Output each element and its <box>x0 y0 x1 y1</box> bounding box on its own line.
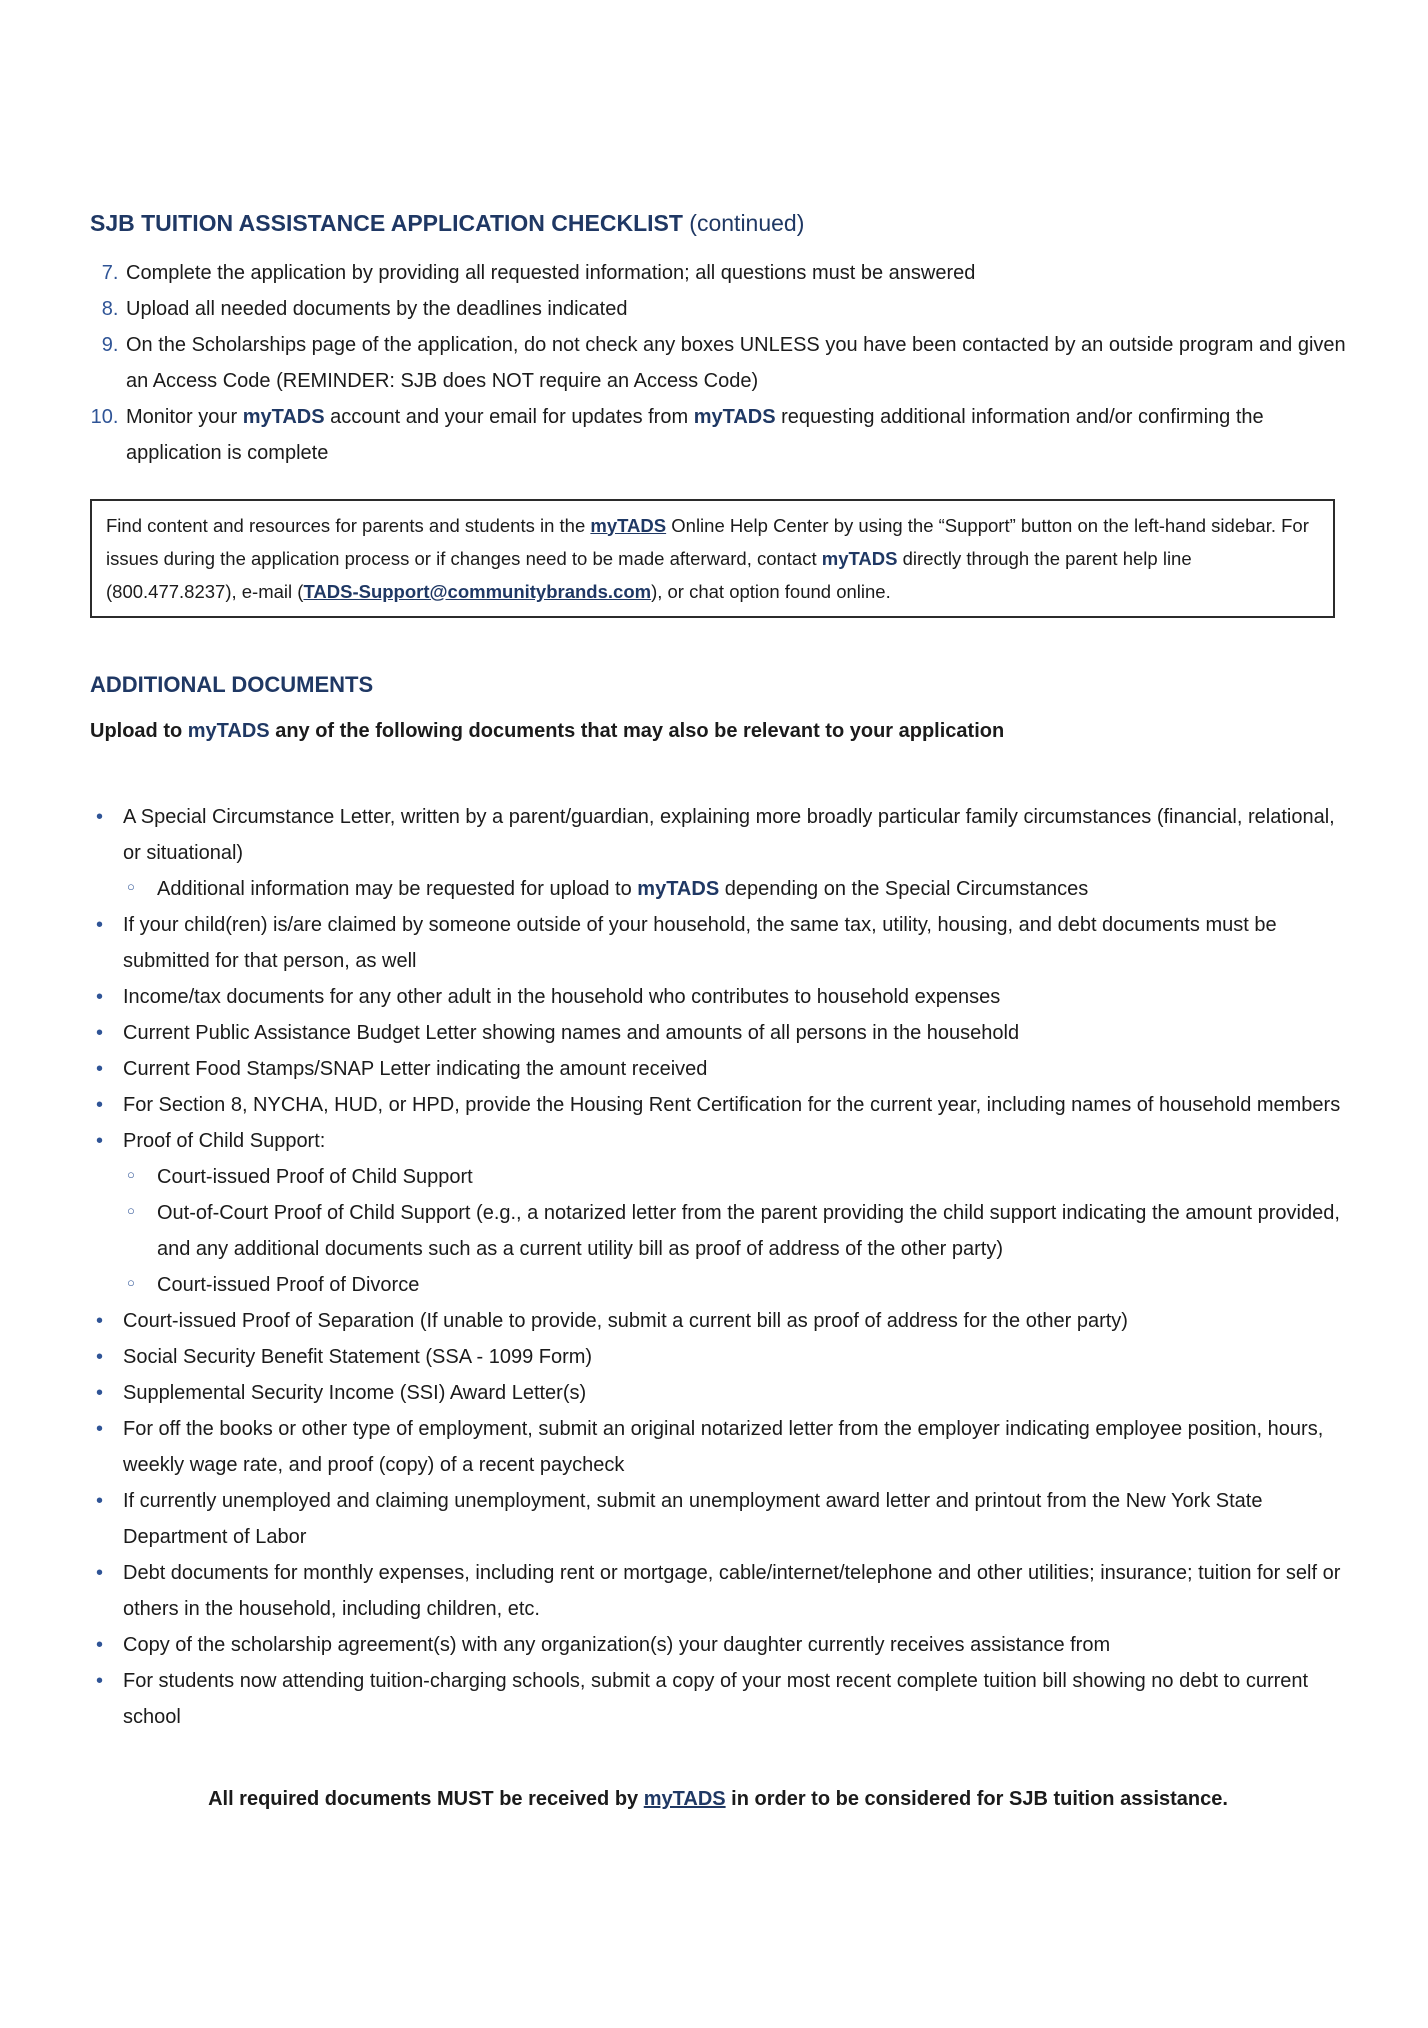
text-run: Copy of the scholarship agreement(s) with any organization(s) your daughter currently receives assistance from <box>123 1633 1111 1656</box>
text-run: depending on the Special Circumstances <box>719 877 1089 900</box>
mytads-brand: myTADS <box>187 719 270 742</box>
support-note-box <box>90 499 1335 618</box>
text-run: Upload to <box>90 719 188 742</box>
bullet-item <box>90 1555 1346 1627</box>
text-run: Court-issued Proof of Separation (If unable to provide, submit a current bill as proof of address for the other party) <box>123 1309 1128 1332</box>
additional-documents-heading: ADDITIONAL DOCUMENTS <box>90 671 374 697</box>
checklist-item <box>124 291 1346 327</box>
bullet-item <box>90 907 1346 979</box>
additional-documents-list <box>90 799 1346 1735</box>
bullet-item <box>90 1051 1346 1087</box>
bullet-item <box>90 1123 1346 1159</box>
text-run: Debt documents for monthly expenses, including rent or mortgage, cable/internet/telephone and other utilities; insurance; tuition for self or others in the household, including children, etc. <box>123 1561 1341 1620</box>
text-run: For off the books or other type of employment, submit an original notarized letter from the employer indicating employee position, hours, weekly wage rate, and proof (copy) of a recent paycheck <box>123 1417 1324 1476</box>
bullet-item <box>90 1483 1346 1555</box>
text-run: If currently unemployed and claiming unemployment, submit an unemployment award letter and printout from the New York State Department of Labor <box>123 1489 1263 1548</box>
checklist-numbered-list <box>90 255 1346 471</box>
page-title <box>90 206 1346 241</box>
mytads-brand: myTADS <box>242 405 325 428</box>
text-run: Upload all needed documents by the deadlines indicated <box>126 297 628 320</box>
mytads-brand: myTADS <box>693 405 776 428</box>
sub-bullet-item <box>90 1267 1346 1303</box>
text-run: in order to be considered for SJB tuition assistance. <box>725 1787 1228 1810</box>
text-run: If your child(ren) is/are claimed by someone outside of your household, the same tax, utility, housing, and debt documents must be submitted for that person, as well <box>123 913 1277 972</box>
text-run: Proof of Child Support: <box>123 1129 326 1152</box>
bullet-item <box>90 1303 1346 1339</box>
text-run: Supplemental Security Income (SSI) Award Letter(s) <box>123 1381 587 1404</box>
text-run: A Special Circumstance Letter, written by a parent/guardian, explaining more broadly particular family circumstances (financial, relational, or situational) <box>123 805 1335 864</box>
mytads-link[interactable]: myTADS <box>643 1787 726 1810</box>
text-run: Additional information may be requested for upload to <box>157 877 638 900</box>
text-run: Court-issued Proof of Divorce <box>157 1273 420 1296</box>
sub-bullet-item <box>90 1159 1346 1195</box>
text-run: On the Scholarships page of the application, do not check any boxes UNLESS you have been contacted by an outside program and given an Access Code (REMINDER: SJB does NOT require an Access Code) <box>126 333 1346 392</box>
text-run: Court-issued Proof of Child Support <box>157 1165 473 1188</box>
text-run: Income/tax documents for any other adult in the household who contributes to household expenses <box>123 985 1001 1008</box>
bullet-item <box>90 799 1346 871</box>
checklist-item <box>124 255 1346 291</box>
footer-required-note <box>90 1781 1346 1817</box>
mytads-brand: myTADS <box>637 877 720 900</box>
bullet-item <box>90 1663 1346 1735</box>
bullet-item <box>90 1087 1346 1123</box>
text-run: For Section 8, NYCHA, HUD, or HPD, provide the Housing Rent Certification for the current year, including names of household members <box>123 1093 1341 1116</box>
text-run: Current Food Stamps/SNAP Letter indicating the amount received <box>123 1057 708 1080</box>
text-run: any of the following documents that may also be relevant to your application <box>269 719 1005 742</box>
checklist-item <box>124 327 1346 399</box>
text-run: Monitor your <box>126 405 243 428</box>
document-content <box>90 206 1346 1817</box>
bullet-item <box>90 1015 1346 1051</box>
sub-bullet-item <box>90 1195 1346 1267</box>
page-title-suffix: (continued) <box>682 210 805 236</box>
support-email-link[interactable]: TADS-Support@communitybrands.com <box>303 580 652 602</box>
sub-bullet-item <box>90 871 1346 907</box>
text-run: directly through the parent help line (800.477.8237), e-mail ( <box>106 547 1192 602</box>
text-run: Online Help Center by using the “Support” button on the left-hand sidebar. For issues during the application process or if changes need to be made afterward, contact <box>106 514 1309 569</box>
text-run: Current Public Assistance Budget Letter showing names and amounts of all persons in the household <box>123 1021 1020 1044</box>
text-run: ), or chat option found online. <box>651 580 891 602</box>
text-run: requesting additional information and/or confirming the application is complete <box>126 405 1264 464</box>
additional-documents-intro <box>90 713 1346 749</box>
text-run: Out-of-Court Proof of Child Support (e.g., a notarized letter from the parent providing the child support indicating the amount provided, and any additional documents such as a current utility bill as proof of address of the other party) <box>157 1201 1340 1260</box>
bullet-item <box>90 1627 1346 1663</box>
bullet-item <box>90 1339 1346 1375</box>
checklist-item <box>124 399 1346 471</box>
text-run: Social Security Benefit Statement (SSA - 1099 Form) <box>123 1345 593 1368</box>
bullet-item <box>90 1411 1346 1483</box>
bullet-item <box>90 979 1346 1015</box>
text-run: Find content and resources for parents and students in the <box>106 514 591 536</box>
bullet-item <box>90 1375 1346 1411</box>
text-run: All required documents MUST be received by <box>208 1787 644 1810</box>
mytads-help-center-link[interactable]: myTADS <box>590 514 667 536</box>
text-run: account and your email for updates from <box>324 405 694 428</box>
text-run: For students now attending tuition-charging schools, submit a copy of your most recent complete tuition bill showing no debt to current school <box>123 1669 1309 1728</box>
mytads-brand: myTADS <box>821 547 898 569</box>
text-run: Complete the application by providing all requested information; all questions must be answered <box>126 261 976 284</box>
page-title-main: SJB TUITION ASSISTANCE APPLICATION CHECKLIST <box>90 210 683 236</box>
